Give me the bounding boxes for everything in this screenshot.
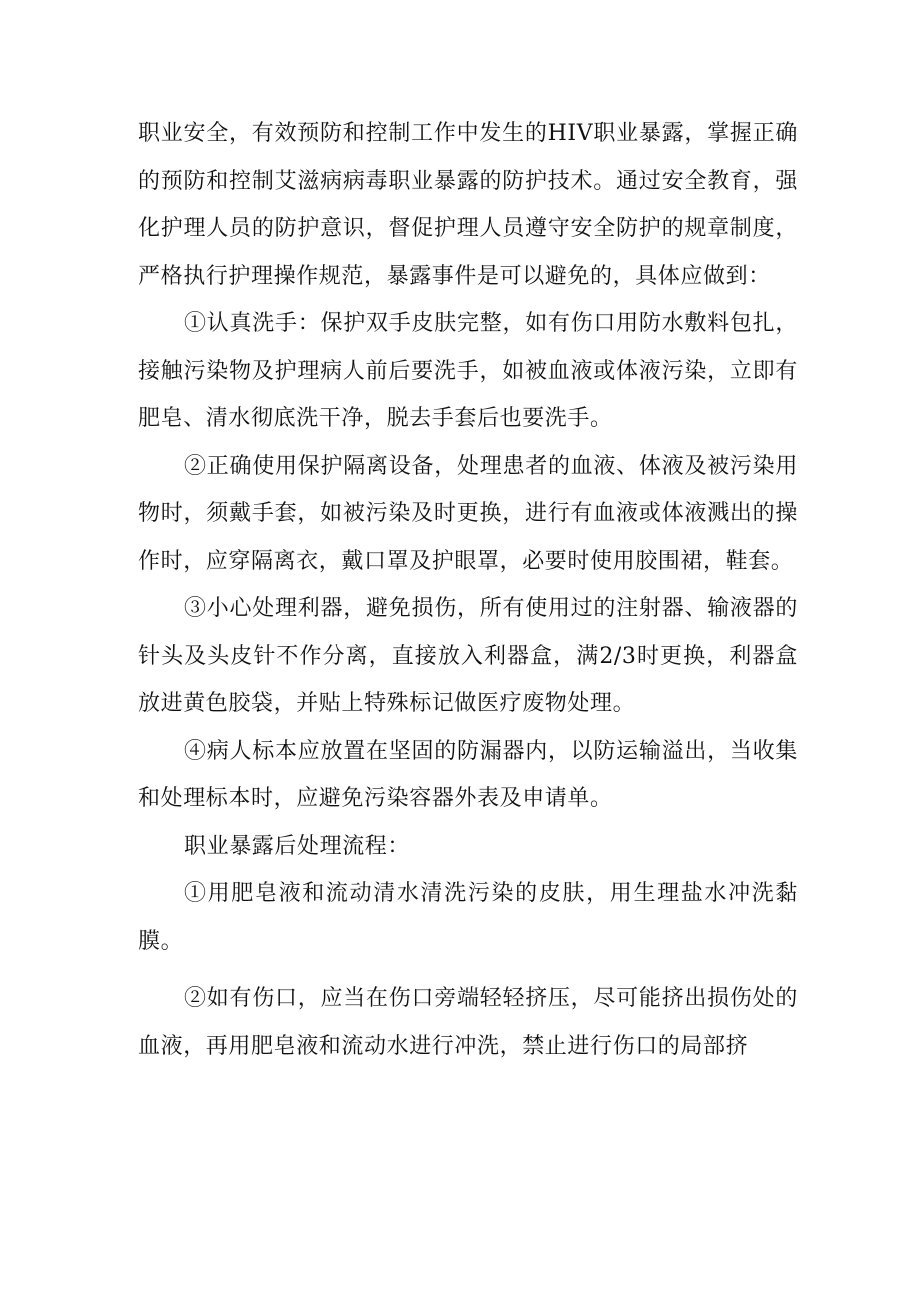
paragraph-protective-equipment: ②正确使用保护隔离设备，处理患者的血液、体液及被污染用物时，须戴手套，如被污染及时更换，进行有血液或体液溅出的操作时，应穿隔离衣，戴口罩及护眼罩，必要时使用胶围裙，鞋套。	[138, 453, 798, 574]
paragraph-intro: 职业安全，有效预防和控制工作中发生的HIV职业暴露，掌握正确的预防和控制艾滋病病毒职业暴露的防护技术。通过安全教育，强化护理人员的防护意识，督促护理人员遵守安全防护的规章制度，严格执行护理操作规范，暴露事件是可以避免的，具体应做到：	[138, 121, 798, 289]
paragraph-post-exposure-heading: 职业暴露后处理流程：	[184, 833, 411, 859]
paragraph-sharps-handling: ③小心处理利器，避免损伤，所有使用过的注射器、输液器的针头及头皮针不作分离，直接放入利器盒，满2/3时更换，利器盒放进黄色胶袋，并贴上特殊标记做医疗废物处理。	[138, 596, 798, 716]
paragraph-wound-treatment: ②如有伤口，应当在伤口旁端轻轻挤压，尽可能挤出损伤处的血液，再用肥皂液和流动水进行冲洗，禁止进行伤口的局部挤	[138, 986, 798, 1059]
document-body	[138, 110, 798, 1070]
paragraph-skin-cleaning: ①用肥皂液和流动清水清洗污染的皮肤，用生理盐水冲洗黏膜。	[138, 881, 798, 954]
paragraph-specimen-handling: ④病人标本应放置在坚固的防漏器内，以防运输溢出，当收集和处理标本时，应避免污染容器外表及申请单。	[138, 738, 798, 811]
paragraph-hand-washing: ①认真洗手：保护双手皮肤完整，如有伤口用防水敷料包扎，接触污染物及护理病人前后要洗手，如被血液或体液污染，立即有肥皂、清水彻底洗干净，脱去手套后也要洗手。	[138, 311, 798, 431]
